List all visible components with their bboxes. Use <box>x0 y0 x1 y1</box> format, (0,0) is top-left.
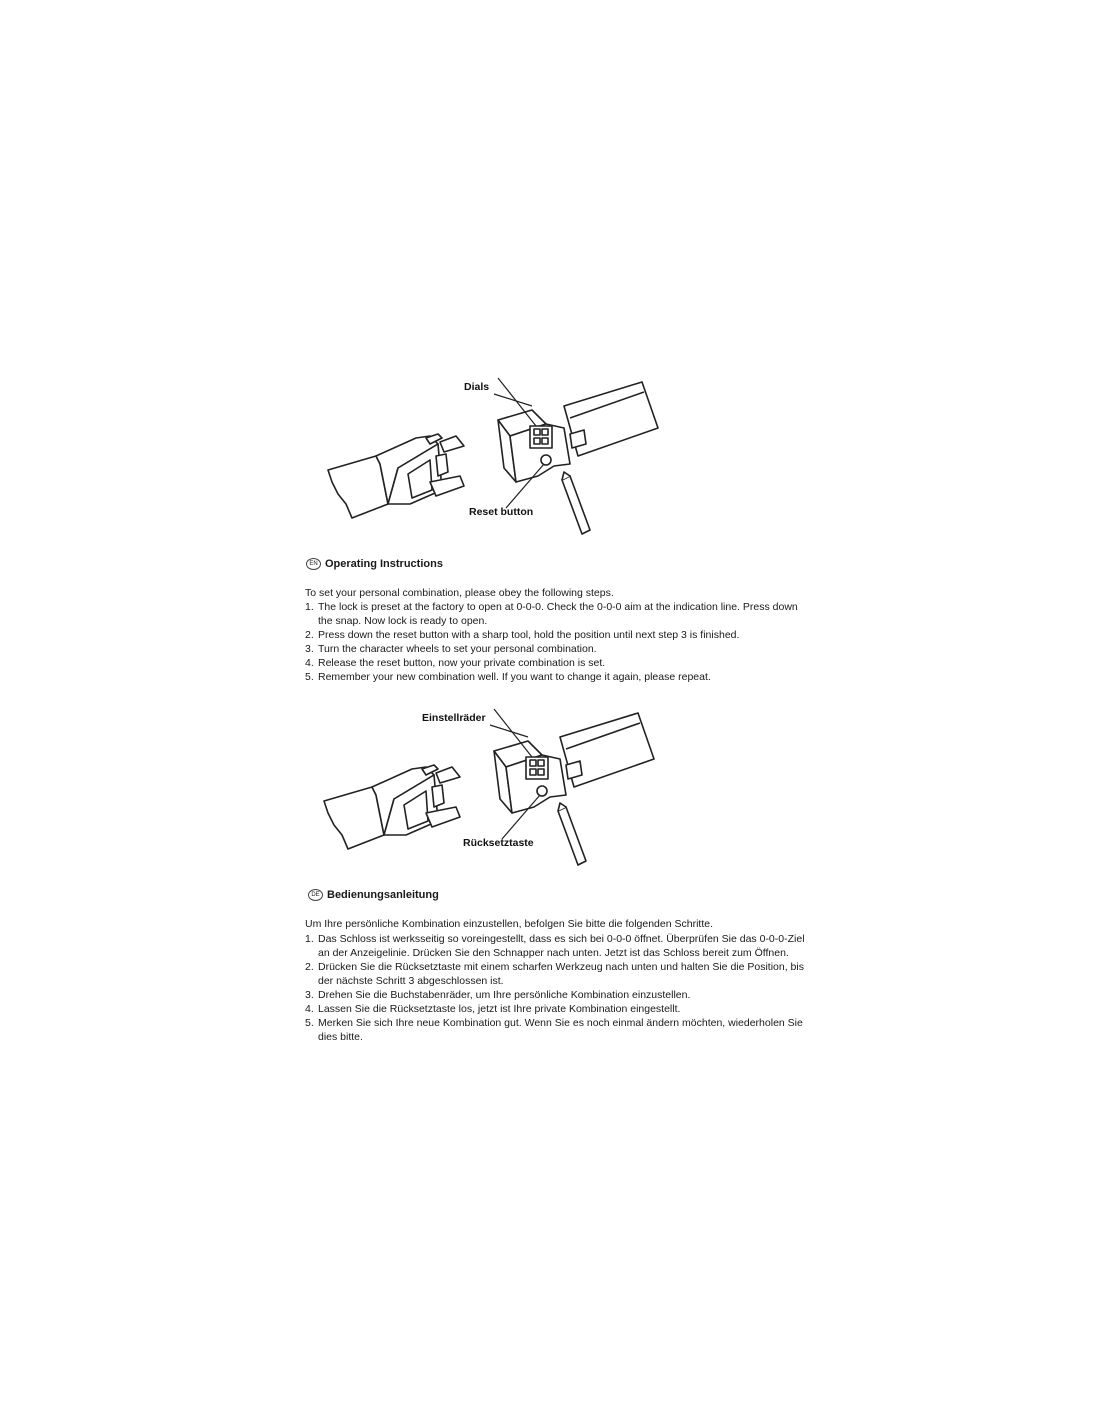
steps-list <box>305 600 805 684</box>
heading-text: Operating Instructions <box>325 558 443 570</box>
step-number: 3. <box>305 989 314 1001</box>
de-language-icon: DE <box>308 889 323 901</box>
dials-callout: Einstellräder <box>422 712 486 724</box>
steps-list <box>305 932 805 1044</box>
list-item <box>305 1016 805 1044</box>
list-item <box>305 960 805 988</box>
list-item <box>305 628 805 642</box>
step-number: 5. <box>305 1017 314 1029</box>
list-item <box>305 670 805 684</box>
list-item <box>305 1002 805 1016</box>
intro-text: To set your personal combination, please obey the following steps. <box>305 587 614 599</box>
step-number: 1. <box>305 933 314 945</box>
step-text: Lassen Sie die Rücksetztaste los, jetzt ist Ihre private Kombination eingestellt. <box>318 1003 681 1015</box>
step-text: Drücken Sie die Rücksetztaste mit einem scharfen Werkzeug nach unten und halten Sie die Position, bis der nächste Schritt 3 abgeschlossen ist. <box>318 961 804 987</box>
step-text: Release the reset button, now your private combination is set. <box>318 657 606 669</box>
step-text: Press down the reset button with a sharp tool, hold the position until next step 3 is finished. <box>318 629 740 641</box>
step-number: 4. <box>305 1003 314 1015</box>
reset-button-callout: Reset button <box>469 506 534 518</box>
step-text: Das Schloss ist werksseitig so voreingestellt, dass es sich bei 0-0-0 öffnet. Überprüfen Sie das 0-0-0-Ziel an der Anzeigelinie. Drücken Sie den Schnapper nach unten. Jetzt ist das Schloss bereit zum Öffnen. <box>318 933 805 959</box>
step-text: Turn the character wheels to set your personal combination. <box>318 643 597 655</box>
step-text: Remember your new combination well. If you want to change it again, please repeat. <box>318 671 711 683</box>
step-number: 4. <box>305 657 314 669</box>
reset-button-callout: Rücksetztaste <box>463 837 534 849</box>
step-text: The lock is preset at the factory to open at 0-0-0. Check the 0-0-0 aim at the indication line. Press down the snap. Now lock is ready to open. <box>318 601 798 627</box>
step-text: Merken Sie sich Ihre neue Kombination gut. Wenn Sie es noch einmal ändern möchten, wiederholen Sie dies bitte. <box>318 1017 803 1043</box>
step-number: 5. <box>305 671 314 683</box>
step-number: 2. <box>305 629 314 641</box>
step-number: 2. <box>305 961 314 973</box>
en-language-icon: EN <box>306 558 321 570</box>
step-number: 1. <box>305 601 314 613</box>
step-number: 3. <box>305 643 314 655</box>
list-item <box>305 642 805 656</box>
list-item <box>305 988 805 1002</box>
list-item <box>305 656 805 670</box>
step-text: Drehen Sie die Buchstabenräder, um Ihre persönliche Kombination einzustellen. <box>318 989 691 1001</box>
heading-text: Bedienungsanleitung <box>327 889 439 901</box>
intro-text: Um Ihre persönliche Kombination einzustellen, befolgen Sie bitte die folgenden Schritte. <box>305 918 713 930</box>
dials-callout: Dials <box>464 381 490 393</box>
operating-instructions-heading <box>306 558 443 570</box>
list-item <box>305 932 805 960</box>
operating-instructions-heading <box>308 889 439 901</box>
list-item <box>305 600 805 628</box>
